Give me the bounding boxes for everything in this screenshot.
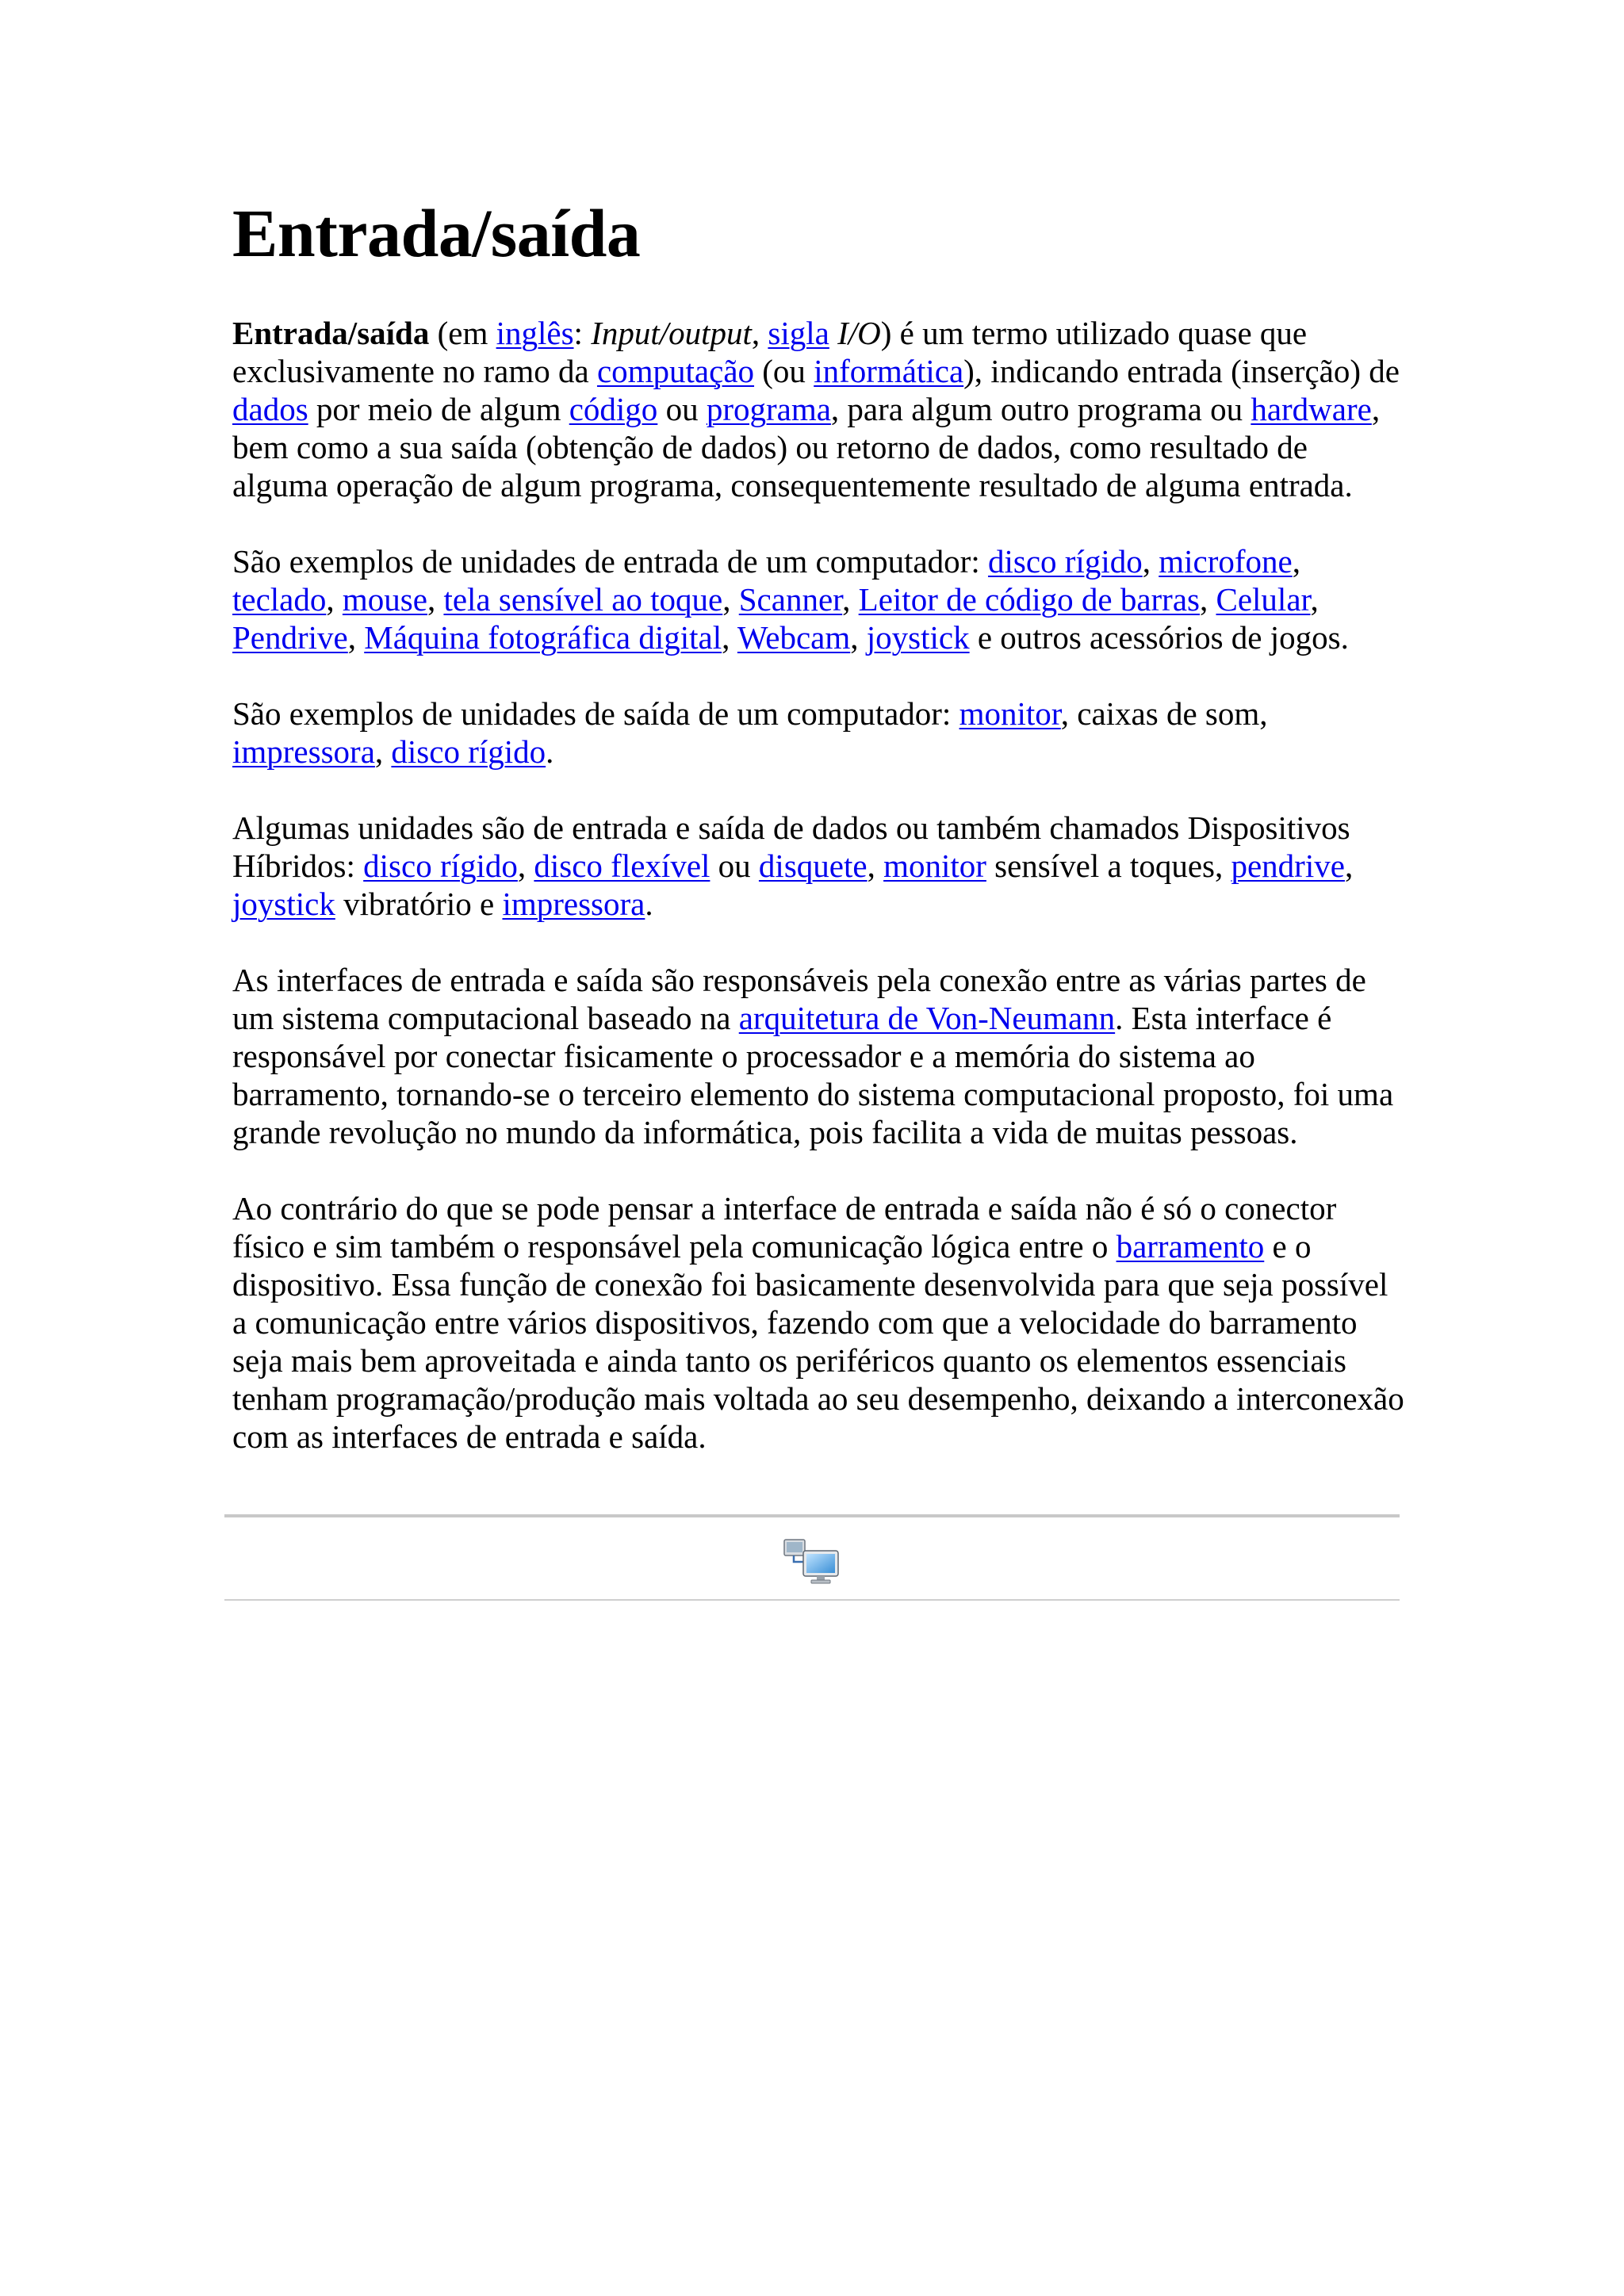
body-text: , bbox=[751, 315, 768, 351]
paragraph bbox=[232, 961, 1406, 1151]
body-text: ) é um termo utilizado quase que exclusivamente no ramo da bbox=[232, 315, 1308, 389]
wiki-link[interactable]: impressora bbox=[232, 733, 375, 770]
paragraph bbox=[232, 695, 1406, 771]
wiki-link[interactable]: pendrive bbox=[1231, 848, 1345, 884]
wiki-link[interactable]: hardware bbox=[1251, 391, 1372, 427]
body-text: . bbox=[645, 886, 653, 922]
body-text: por meio de algum bbox=[308, 391, 569, 427]
paragraph bbox=[232, 542, 1406, 656]
body-text: (em bbox=[429, 315, 496, 351]
body-text: , bbox=[722, 619, 737, 656]
body-text: e o dispositivo. Essa função de conexão foi basicamente desenvolvida para que seja possível a comunicação entre vários dispositivos, fazendo com que a velocidade do barramento seja mais bem aproveitada e ainda tanto os periféricos quanto os elementos essenciais tenham programação/produção mais voltada ao seu desempenho, deixando a interconexão com as interfaces de entrada e saída. bbox=[232, 1228, 1404, 1455]
body-text: , bbox=[517, 848, 534, 884]
italic-term: Input/output bbox=[591, 315, 752, 351]
footer-bar bbox=[224, 1514, 1400, 1601]
body-text: São exemplos de unidades de saída de um computador: bbox=[232, 695, 959, 732]
body-text: , bbox=[842, 581, 859, 618]
body-text: ), indicando entrada (inserção) de bbox=[963, 353, 1400, 389]
body-text: (ou bbox=[754, 353, 814, 389]
computer-network-icon bbox=[779, 1536, 843, 1587]
wiki-link[interactable]: monitor bbox=[959, 695, 1061, 732]
wiki-link[interactable]: programa bbox=[706, 391, 831, 427]
body-text: , bbox=[1200, 581, 1216, 618]
italic-term: I/O bbox=[837, 315, 881, 351]
wiki-link[interactable]: Máquina fotográfica digital bbox=[364, 619, 722, 656]
body-text: , bbox=[1292, 543, 1300, 580]
wiki-link[interactable]: inglês bbox=[496, 315, 574, 351]
body-text: ou bbox=[710, 848, 759, 884]
wiki-link[interactable]: informática bbox=[814, 353, 964, 389]
wiki-link[interactable]: Celular bbox=[1216, 581, 1311, 618]
body-text: , bbox=[427, 581, 444, 618]
body-text: vibratório e bbox=[335, 886, 503, 922]
wiki-link[interactable]: joystick bbox=[866, 619, 970, 656]
body-text: , para algum outro programa ou bbox=[830, 391, 1251, 427]
body-text: As interfaces de entrada e saída são responsáveis pela conexão entre as várias partes de um sistema computacional baseado na bbox=[232, 962, 1366, 1036]
body-text: Ao contrário do que se pode pensar a interface de entrada e saída não é só o conector físico e sim também o responsável pela comunicação lógica entre o bbox=[232, 1190, 1337, 1265]
paragraph bbox=[232, 1189, 1406, 1456]
body-text: : bbox=[573, 315, 592, 351]
body-text: . Esta interface é responsável por conectar fisicamente o processador e a memória do sistema ao barramento, tornando-se o terceiro elemento do sistema computacional proposto, foi uma grande revolução no mundo da informática, pois facilita a vida de muitas pessoas. bbox=[232, 1000, 1394, 1150]
wiki-link[interactable]: joystick bbox=[232, 886, 335, 922]
body-text: , bbox=[347, 619, 365, 656]
wiki-link[interactable]: Leitor de código de barras bbox=[858, 581, 1200, 618]
wiki-link[interactable]: teclado bbox=[232, 581, 327, 618]
body-text: sensível a toques, bbox=[986, 848, 1231, 884]
body-text: , caixas de som, bbox=[1060, 695, 1268, 732]
wiki-link[interactable]: sigla bbox=[768, 315, 829, 351]
body-text: , bbox=[1310, 581, 1319, 618]
page-title: Entrada/saída bbox=[232, 195, 641, 271]
wiki-link[interactable]: monitor bbox=[883, 848, 986, 884]
wiki-link[interactable]: Scanner bbox=[738, 581, 843, 618]
wiki-link[interactable]: tela sensível ao toque bbox=[443, 581, 723, 618]
wiki-link[interactable]: disco rígido bbox=[987, 543, 1143, 580]
article-body bbox=[232, 314, 1406, 1456]
wiki-link[interactable]: Pendrive bbox=[232, 619, 348, 656]
wiki-link[interactable]: disquete bbox=[758, 848, 868, 884]
wiki-link[interactable]: código bbox=[569, 391, 658, 427]
wiki-link[interactable]: microfone bbox=[1159, 543, 1293, 580]
body-text: Algumas unidades são de entrada e saída de dados ou também chamados Dispositivos Híbridos: bbox=[232, 809, 1350, 884]
body-text: , bbox=[1344, 848, 1354, 884]
body-text: , bbox=[722, 581, 739, 618]
body-text: e outros acessórios de jogos. bbox=[969, 619, 1349, 656]
article bbox=[232, 190, 1406, 1494]
wiki-link[interactable]: disco rígido bbox=[391, 733, 546, 770]
wiki-link[interactable]: dados bbox=[232, 391, 308, 427]
wiki-link[interactable]: mouse bbox=[342, 581, 427, 618]
body-text: , bbox=[374, 733, 392, 770]
bold-term: Entrada/saída bbox=[232, 315, 430, 351]
body-text: , bbox=[867, 848, 884, 884]
wiki-link[interactable]: computação bbox=[596, 353, 755, 389]
paragraph bbox=[232, 314, 1406, 504]
body-text bbox=[829, 315, 837, 351]
wiki-link[interactable]: impressora bbox=[502, 886, 645, 922]
paragraph bbox=[232, 809, 1406, 923]
wiki-link[interactable]: arquitetura de Von-Neumann bbox=[738, 1000, 1116, 1036]
wiki-link[interactable]: disco flexível bbox=[534, 848, 710, 884]
body-text: , bbox=[326, 581, 343, 618]
wiki-link[interactable]: Webcam bbox=[737, 619, 851, 656]
wiki-link[interactable]: barramento bbox=[1116, 1228, 1265, 1265]
body-text: , bbox=[850, 619, 867, 656]
body-text: . bbox=[546, 733, 554, 770]
body-text: São exemplos de unidades de entrada de um computador: bbox=[232, 543, 988, 580]
body-text: ou bbox=[657, 391, 707, 427]
wiki-link[interactable]: disco rígido bbox=[363, 848, 518, 884]
body-text: , bbox=[1142, 543, 1159, 580]
body-text: , bem como a sua saída (obtenção de dados) ou retorno de dados, como resultado de alguma operação de algum programa, consequentemente resultado de alguma entrada. bbox=[232, 391, 1381, 503]
